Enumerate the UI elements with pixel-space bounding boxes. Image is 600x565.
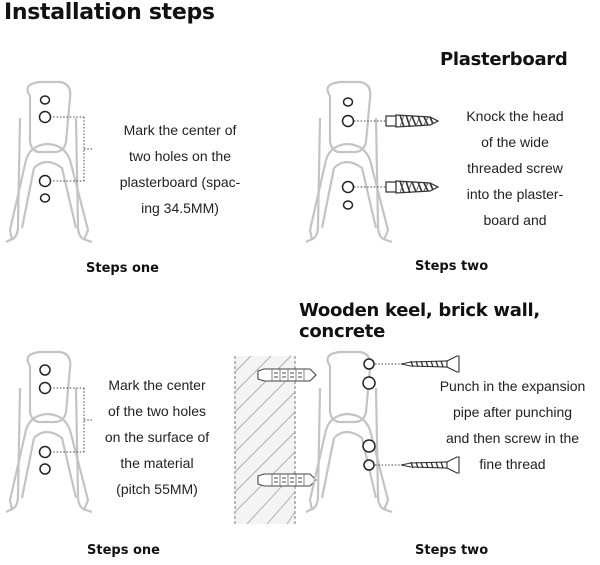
- text-line: of the wide: [481, 134, 549, 150]
- text-line: the material: [120, 455, 194, 471]
- text-line: Knock the head: [466, 108, 564, 124]
- text-line: on the surface of: [104, 429, 210, 445]
- text-line: pipe after punching: [452, 404, 573, 420]
- text-line: threaded screw: [467, 160, 563, 176]
- wall-step-two-label: Steps two: [415, 543, 489, 558]
- text-line: into the plaster-: [466, 186, 564, 202]
- text-line: Mark the center: [108, 377, 206, 393]
- wall-step-two-instructions: [425, 373, 600, 477]
- plaster-step-one-instructions: [100, 117, 260, 221]
- text-line: (pitch 55MM): [116, 481, 198, 497]
- plaster-step-two-label: Steps two: [415, 259, 489, 274]
- text-line: Punch in the expansion: [439, 378, 586, 394]
- text-line: Mark the center of: [123, 122, 237, 138]
- plaster-step-one-figure: [6, 82, 92, 242]
- plaster-step-two-figure: [306, 82, 438, 242]
- wall-step-one-figure: [6, 352, 92, 512]
- wall-section-figure: [235, 356, 316, 524]
- text-line: two holes on the: [129, 148, 231, 164]
- text-line: fine thread: [479, 456, 546, 472]
- text-line: plasterboard (spac-: [119, 174, 241, 190]
- wall-step-one-label: Steps one: [87, 543, 160, 558]
- text-line: and then screw in the: [445, 430, 580, 446]
- wall-types-heading: Wooden keel, brick wall, concrete: [299, 300, 540, 342]
- plaster-step-one-label: Steps one: [86, 261, 159, 276]
- page-title: Installation steps: [4, 0, 215, 25]
- text-line: of the two holes: [107, 403, 207, 419]
- wall-step-one-instructions: [92, 372, 222, 502]
- plasterboard-heading: Plasterboard: [440, 49, 568, 70]
- text-line: ing 34.5MM): [141, 200, 219, 216]
- text-line: board and: [483, 212, 547, 228]
- plaster-step-two-instructions: [455, 103, 575, 233]
